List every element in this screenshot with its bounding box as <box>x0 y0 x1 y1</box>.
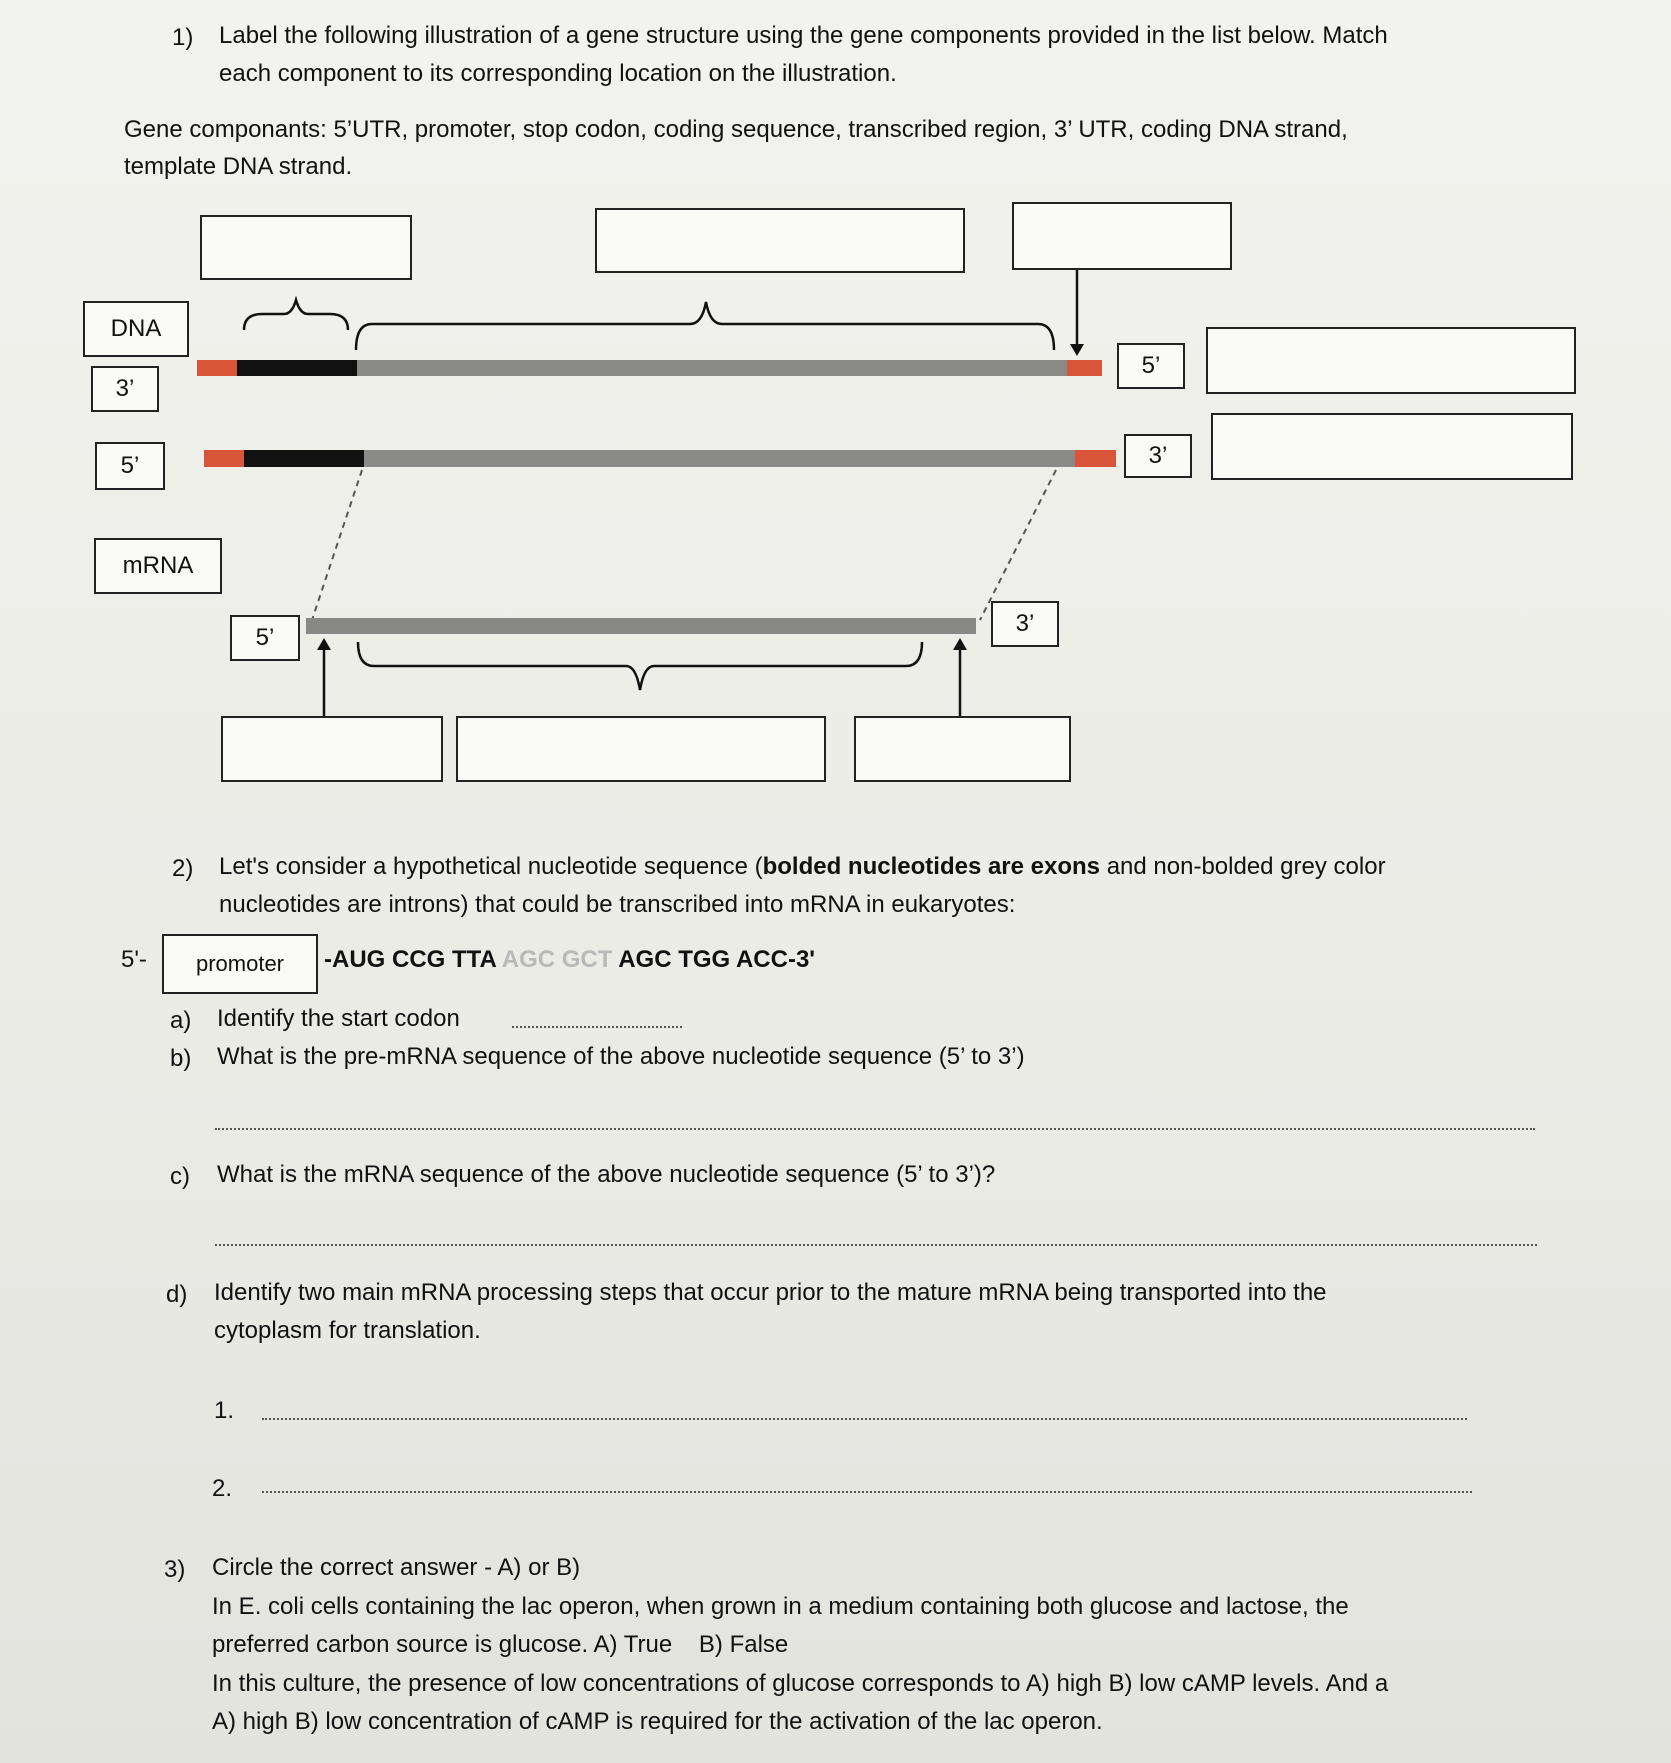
q3-line1: Circle the correct answer - A) or B) <box>212 1554 581 1581</box>
q2a-text: Identify the start codon <box>217 1005 460 1032</box>
q3-number: 3) <box>164 1556 186 1583</box>
q2-text-bold: bolded nucleotides are exons <box>762 853 1101 880</box>
q2c-marker: c) <box>170 1163 190 1190</box>
sequence-intron: AGC GCT <box>501 946 613 973</box>
top-strand-left-end: 3’ <box>91 366 159 412</box>
q3-line4: In this culture, the presence of low concentrations of glucose corresponds to A) high B) low cAMP levels. And a <box>212 1670 1389 1697</box>
q2d-answer-line-1[interactable] <box>262 1418 1467 1420</box>
promoter-box: promoter <box>162 934 318 994</box>
projection-line-right <box>980 470 1056 620</box>
q1-number: 1) <box>172 24 194 51</box>
bottom-strand-left-utr <box>204 450 244 467</box>
dna-label: DNA <box>83 301 189 357</box>
q3-line3: preferred carbon source is glucose. A) True B) False <box>212 1631 789 1658</box>
q3-line2: In E. coli cells containing the lac operon, when grown in a medium containing both glucose and lactose, the <box>212 1593 1349 1620</box>
mrna-label: mRNA <box>94 538 222 594</box>
q2b-answer-line[interactable] <box>215 1128 1535 1130</box>
projection-line-left <box>312 470 362 620</box>
sequence-exon-1: -AUG CCG TTA <box>324 946 502 973</box>
q2-text-line1 <box>219 853 1386 882</box>
bottom-strand-right-end: 3’ <box>1124 434 1192 478</box>
q1-text-line1: Label the following illustration of a gene structure using the gene components provided in the list below. Match <box>219 22 1388 49</box>
bottom-strand-promoter <box>244 450 364 467</box>
gene-components-list-cont: template DNA strand. <box>124 153 353 180</box>
q2d-text-line2: cytoplasm for translation. <box>214 1317 481 1344</box>
q2d-item1-marker: 1. <box>214 1397 235 1424</box>
utr3-arrowhead <box>953 638 967 650</box>
promoter-brace <box>244 300 348 330</box>
sequence-exon-2: AGC TGG ACC-3' <box>612 946 816 973</box>
mrna-right-end: 3’ <box>991 601 1059 647</box>
q2d-text-line1: Identify two main mRNA processing steps that occur prior to the mature mRNA being transported into the <box>214 1279 1327 1306</box>
coding-sequence-brace <box>358 642 922 690</box>
q2c-text: What is the mRNA sequence of the above nucleotide sequence (5’ to 3’)? <box>217 1161 996 1188</box>
q2-number: 2) <box>172 855 194 882</box>
nucleotide-sequence <box>324 946 815 975</box>
q2a-marker: a) <box>170 1007 192 1034</box>
bottom-strand-left-end: 5’ <box>95 442 165 490</box>
q2b-text: What is the pre-mRNA sequence of the above nucleotide sequence (5’ to 3’) <box>217 1043 1025 1070</box>
q2b-marker: b) <box>170 1045 192 1072</box>
transcribed-region-brace <box>356 302 1054 350</box>
stop-codon-arrowhead <box>1070 344 1084 356</box>
top-strand-right-utr <box>1067 360 1102 376</box>
q2d-item2-marker: 2. <box>212 1475 233 1502</box>
q2-text-line2: nucleotides are introns) that could be transcribed into mRNA in eukaryotes: <box>219 891 1016 918</box>
q2-text-pre: Let's consider a hypothetical nucleotide sequence ( <box>219 853 763 880</box>
top-strand-left-utr <box>197 360 237 376</box>
gene-structure-diagram <box>0 0 1671 820</box>
q2a-answer-line[interactable] <box>512 1026 682 1028</box>
q3-line5: A) high B) low concentration of cAMP is required for the activation of the lac operon. <box>212 1708 1103 1735</box>
bottom-strand-right-utr <box>1075 450 1116 467</box>
top-strand-right-end: 5’ <box>1117 343 1185 389</box>
sequence-prefix: 5'- <box>121 946 147 973</box>
gene-components-list: Gene componants: 5’UTR, promoter, stop codon, coding sequence, transcribed region, 3’ UTR, coding DNA strand, <box>124 116 1348 143</box>
q2c-answer-line[interactable] <box>215 1244 1537 1246</box>
q2d-answer-line-2[interactable] <box>262 1491 1472 1493</box>
mrna-left-end: 5’ <box>230 615 300 661</box>
mrna-strand <box>306 618 976 634</box>
q2-text-post: and non-bolded grey color <box>1100 853 1386 880</box>
utr5-arrowhead <box>317 638 331 650</box>
top-strand-promoter <box>237 360 357 376</box>
q2d-marker: d) <box>166 1281 188 1308</box>
q1-text-line2: each component to its corresponding location on the illustration. <box>219 60 897 87</box>
